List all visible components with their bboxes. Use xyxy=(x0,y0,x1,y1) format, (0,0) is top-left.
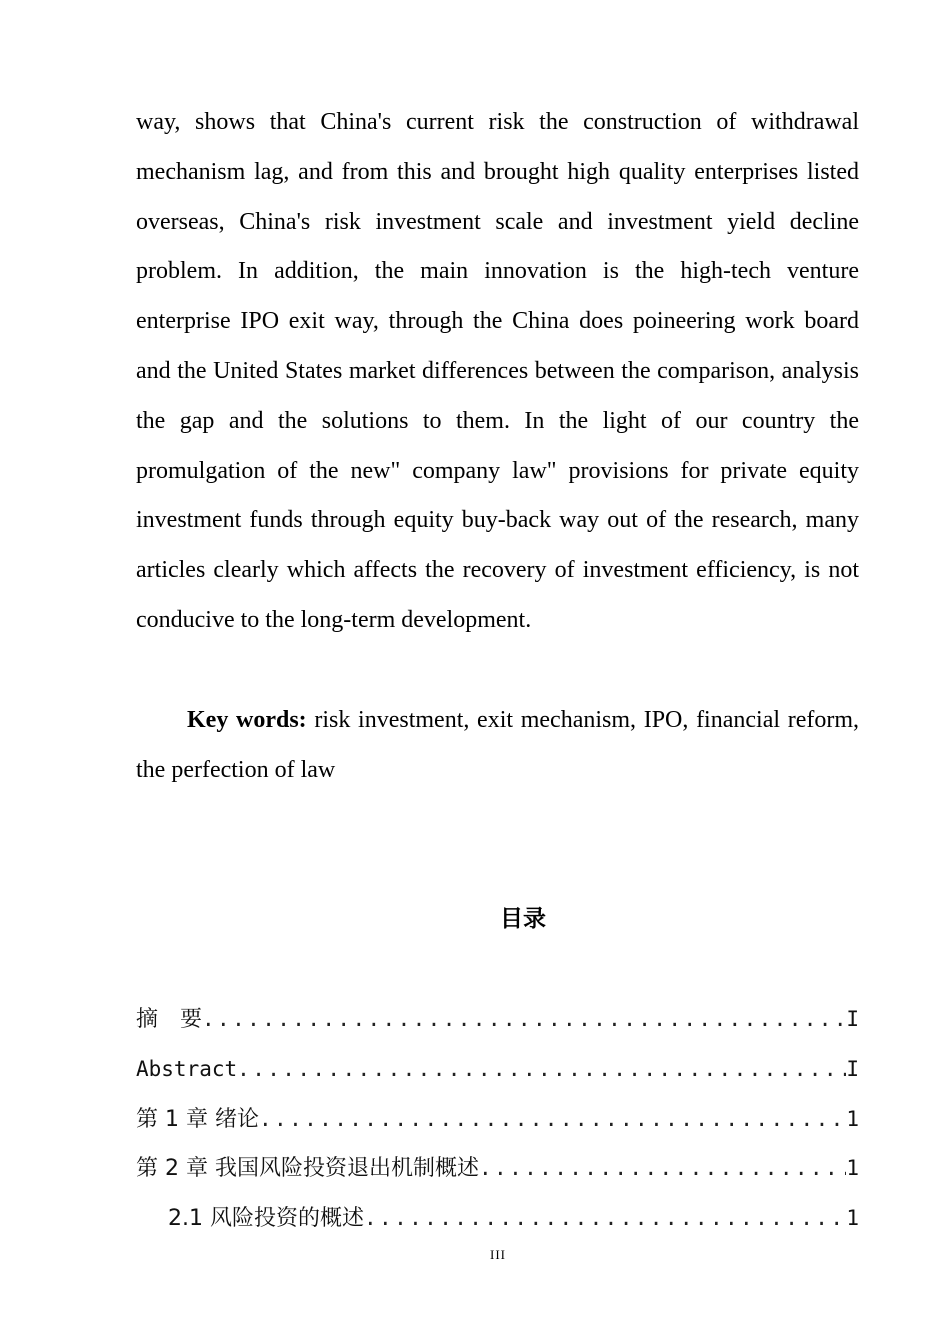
toc-entry-abstract-en[interactable] xyxy=(136,1050,859,1100)
toc-leader-dots xyxy=(202,1000,846,1038)
abstract-paragraph: way, shows that China's current risk the construction of withdrawal mechanism lag, and from this and brought high quality enterprises listed overseas, China's risk investment scale and investment yield decline problem. In addition, the main innovation is the high-tech venture enterprise IPO exit way, through the China does poineering work board and the United States market differences between the comparison, analysis the gap and the solutions to them. In the light of our country the promulgation of the new" company law" provisions for private equity investment funds through equity buy-back way out of the research, many articles clearly which affects the recovery of investment efficiency, is not conducive to the long-term development. xyxy=(136,109,859,633)
toc-entry-abstract-cn[interactable] xyxy=(136,1000,859,1050)
toc-leader-dots xyxy=(237,1050,846,1088)
toc-entry-page: 1 xyxy=(846,1206,859,1231)
toc-entry-page: 1 xyxy=(846,1156,859,1181)
toc-entry-page: I xyxy=(846,1056,859,1081)
toc-entry-page: 1 xyxy=(846,1106,859,1131)
toc-entry-label: 第 1 章 绪论 xyxy=(136,1106,259,1132)
toc-entry-chapter-1[interactable] xyxy=(136,1100,859,1150)
toc-entry-label: 摘 要 xyxy=(136,1007,203,1032)
keywords-text: risk investment, exit mechanism, IPO, financial reform, the perfection of law xyxy=(136,707,859,783)
keywords-label: Key words: xyxy=(187,707,307,733)
toc-entry-label: 2.1 风险投资的概述 xyxy=(168,1206,364,1232)
toc-title: 目录 xyxy=(500,906,546,932)
page-number: III xyxy=(490,1247,506,1262)
toc-leader-dots xyxy=(259,1100,846,1138)
toc-leader-dots xyxy=(479,1149,846,1187)
keywords-paragraph xyxy=(136,696,859,796)
toc-entry-page: I xyxy=(846,1007,859,1031)
toc-leader-dots xyxy=(364,1199,846,1237)
toc-entry-label: Abstract xyxy=(136,1056,238,1081)
toc-entry-section-2-1[interactable] xyxy=(136,1199,859,1249)
table-of-contents xyxy=(136,1000,859,1249)
toc-entry-chapter-2[interactable] xyxy=(136,1149,859,1199)
toc-entry-label: 第 2 章 我国风险投资退出机制概述 xyxy=(136,1156,479,1182)
